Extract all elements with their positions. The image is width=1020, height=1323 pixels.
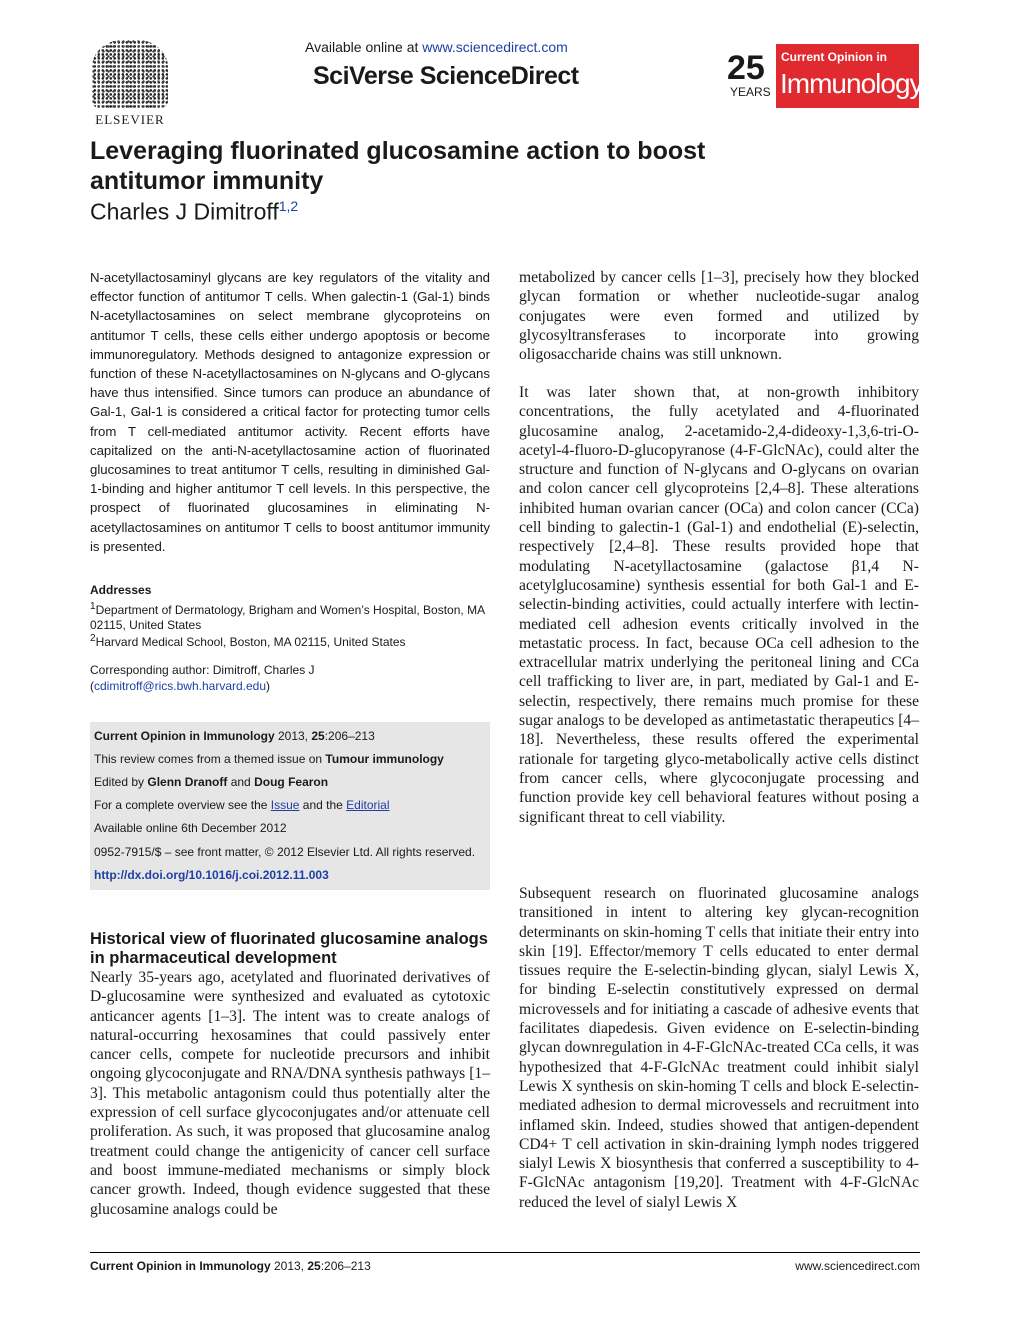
article-title: Leveraging fluorinated glucosamine action to boost antitumor immunity (90, 137, 706, 195)
issue-link[interactable]: Issue (270, 798, 300, 812)
body-paragraph: metabolized by cancer cells [1–3], precisely how they blocked glycan formation or whether nucleotide-sugar analog conjugates were even formed and utilized by glycosyltransferases to incorporate into growing oligosaccharide chains was still unknown. (519, 269, 919, 364)
years-word: YEARS (730, 85, 771, 99)
overview-line (94, 798, 390, 812)
journal-logo (724, 44, 923, 108)
body-paragraph: Subsequent research on fluorinated glucosamine analogs transitioned in intent to altering key glycan-recognition determinants on skin-homing T cells that initiate their entry into skin [19]. Effector/memory T cells educated to enter dermal tissues require the E-selectin-binding glycan, sialyl Lewis X, for binding E-selectin constitutively expressed on dermal microvessels and for initiating a cascade of adhesive events that facilitates diapedesis. Given evidence on E-selectin-binding glycan downregulation in 4-F-GlcNAc-treated CCa cells, it was hypothesized that 4-F-GlcNAc treatment could inhibit sialyl Lewis X synthesis on skin-homing T cells and block E-selectin-mediated adhesion to dermal microvessels and recruitment into inflamed skin. Indeed, studies showed that antigen-dependent CD4+ T cell activation in skin-draining lymph nodes triggered sialyl Lewis X biosynthesis that conferred a susceptibility to 4-F-GlcNAc antagonism [19,20]. Treatment with 4-F-GlcNAc reduced the level of sialyl Lewis X (519, 885, 919, 1211)
editor-name: Doug Fearon (254, 775, 329, 789)
available-date: Available online 6th December 2012 (94, 821, 287, 835)
theme-line (94, 752, 444, 766)
overview-prefix: For a complete overview see the (94, 798, 271, 812)
footer-citation (90, 1259, 371, 1273)
edited-and: and (227, 775, 255, 789)
citation-year: 2013, (274, 729, 312, 743)
sciverse-brand: SciVerse ScienceDirect (313, 62, 579, 90)
doi-link[interactable]: http://dx.doi.org/10.1016/j.coi.2012.11.003 (94, 868, 329, 882)
theme-name: Tumour immunology (325, 752, 444, 766)
citation-line (94, 729, 375, 743)
citation-pages: :206–213 (324, 729, 375, 743)
footer-volume: 25 (307, 1259, 321, 1273)
footer-pages: :206–213 (320, 1259, 371, 1273)
editors-line (94, 775, 328, 789)
editor-name: Glenn Dranoff (147, 775, 228, 789)
publisher-name: ELSEVIER (95, 112, 165, 127)
address-sup: 2 (90, 633, 96, 644)
years-number: 25 (727, 49, 765, 87)
corresponding-email-line: (cdimitroff@rics.bwh.harvard.edu) (90, 679, 271, 693)
body-paragraph: It was later shown that, at non-growth inhibitory concentrations, the fully acetylated and 4-fluorinated glucosamine analog, 2-acetamido-2,4-dideoxy-1,3,6-tri-O-acetyl-4-fluoro-D-glucopyranose (4-F-GlcNAc), could alter the structure and function of N-glycans and O-glycans on ovarian and colon cancer cell glycoproteins [2,4–8]. These alterations inhibited human ovarian cancer (OCa) and colon cancer (CCa) cell binding to galectin-1 (Gal-1) and endothelial (E)-selectin, respectively [2,4–8]. These results provided hope that modulating N-acetyllactosamine (galactose β1,4 N-acetylglucosamine) synthesis essential for both Gal-1 and E-selectin-binding activities, could actually interfere with lectin-mediated cell adhesion events critically involved in the metastatic process. In fact, because OCa cell adhesion to the extracellular matrix underlying the peritoneal lining and CCa cell trafficking to liver are, in part, mediated by Gal-1 and E-selectin, respectively, there remains much promise for these sugar analogs to be developed as antimetastatic therapeutics [4–18]. Nevertheless, these results offered the experimental rationale for targeting glyco-metabolically active cells distinct from cancer cells, where glycoconjugate processing and function provide key cell behavioral features without posing a significant threat to cell viability. (519, 384, 919, 826)
anniversary-badge (724, 44, 774, 108)
copyright-line: 0952-7915/$ – see front matter, © 2012 Elsevier Ltd. All rights reserved. (94, 845, 476, 859)
editorial-link[interactable]: Editorial (346, 798, 390, 812)
footer-year: 2013, (270, 1259, 308, 1273)
citation-volume: 25 (311, 729, 325, 743)
journal-top-text: Current Opinion in (781, 50, 887, 64)
corresponding-author (90, 662, 315, 694)
address-sup: 1 (90, 601, 96, 612)
address-item (90, 631, 500, 650)
corresponding-label: Corresponding author: Dimitroff, Charles J (90, 663, 315, 677)
author-line (90, 198, 298, 226)
footer-divider (90, 1252, 920, 1253)
footer-url[interactable]: www.sciencedirect.com (795, 1259, 920, 1273)
article-info-box (90, 722, 490, 890)
addresses-title: Addresses (90, 583, 152, 597)
section-body: Nearly 35-years ago, acetylated and fluorinated derivatives of D-glucosamine were synthesized and evaluated as cytotoxic anticancer agents [1–3]. The intent was to create analogs of natural-occurring hexosamines that could passively enter cancer cells, compete for nucleotide precursors and inhibit ongoing glycoconjugate and RNA/DNA synthesis pathways [1–3]. This metabolic antagonism could thus potentially alter the expression of cell surface glycoconjugates and/or attenuate cell proliferation. As such, it was proposed that glucosamine analog treatment could change the antigenicity of cancer cell surface and boost immune-mediated mechanisms or simply block cancer growth. Indeed, though evidence suggested that these glucosamine analogs could be (90, 969, 490, 1218)
elsevier-logo (88, 40, 172, 130)
address-text: Harvard Medical School, Boston, MA 02115, United States (95, 635, 406, 649)
corresponding-email-link[interactable]: cdimitroff@rics.bwh.harvard.edu (94, 679, 267, 693)
section-heading: Historical view of fluorinated glucosamine analogs in pharmaceutical development (90, 930, 488, 967)
edited-prefix: Edited by (94, 775, 148, 789)
address-text: Department of Dermatology, Brigham and Women’s Hospital, Boston, MA 02115, United States (90, 603, 485, 632)
citation-journal: Current Opinion in Immunology (94, 729, 275, 743)
footer-journal: Current Opinion in Immunology (90, 1259, 271, 1273)
author-affiliation-sup[interactable]: 1,2 (278, 198, 299, 214)
elsevier-tree-icon (92, 40, 168, 108)
journal-name: Immunology (780, 68, 923, 99)
journal-name-box (776, 44, 923, 108)
overview-and: and the (299, 798, 347, 812)
available-online-line (305, 39, 568, 55)
sciencedirect-link[interactable]: www.sciencedirect.com (422, 39, 568, 55)
author-name: Charles J Dimitroff (90, 198, 279, 225)
available-prefix: Available online at (305, 39, 423, 55)
abstract: N-acetyllactosaminyl glycans are key regulators of the vitality and effector function of antitumor T cells. When galectin-1 (Gal-1) binds N-acetyllactosamines on select membrane glycoproteins on antitumor T cells, these cells either undergo apoptosis or become immunoregulatory. Methods designed to antagonize expression or function of these N-acetyllactosamines on N-glycans and O-glycans have thus intensified. Since tumors can produce an abundance of Gal-1, Gal-1 is considered a critical factor for protecting tumor cells from T cell-mediated antitumor activity. Recent efforts have capitalized on the anti-N-acetyllactosamine action of fluorinated glucosamines to treat antitumor T cells, resulting in diminished Gal-1-binding and higher antitumor T cell levels. In this perspective, the prospect of fluorinated glucosamines in eliminating N-acetyllactosamines on antitumor T cells to boost antitumor immunity is presented. (90, 270, 490, 554)
theme-prefix: This review comes from a themed issue on (94, 752, 326, 766)
address-item (90, 599, 500, 633)
